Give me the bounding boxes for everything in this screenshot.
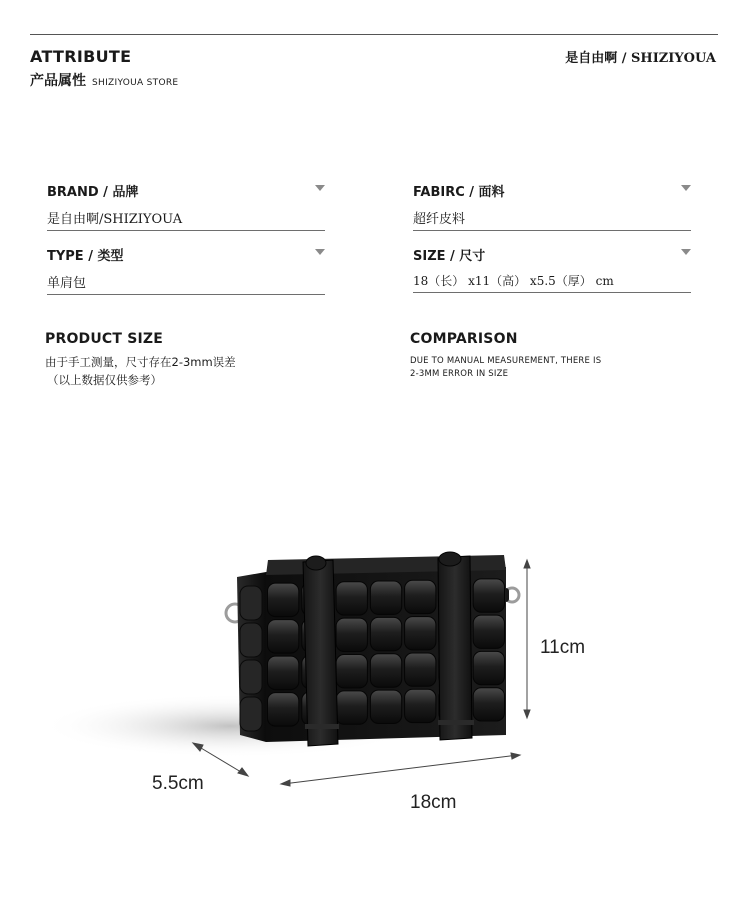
- quilt-tile: [405, 653, 436, 686]
- store-name: SHIZIYOUA STORE: [92, 78, 179, 88]
- attr-fabric-label: FABIRC / 面料: [413, 185, 505, 200]
- product-size-title: PRODUCT SIZE: [45, 331, 164, 347]
- product-size-block: [45, 331, 236, 389]
- quilt-tile: [336, 582, 367, 615]
- quilt-tile: [336, 691, 367, 724]
- strap-left: [303, 556, 339, 746]
- quilt-tile: [473, 615, 504, 648]
- attr-brand: [47, 181, 325, 231]
- quilt-tile: [473, 688, 504, 721]
- brand-name: 是自由啊 / SHIZIYOUA: [565, 51, 716, 66]
- section-title-attribute: ATTRIBUTE: [30, 47, 132, 66]
- attr-brand-value: 是自由啊/SHIZIYOUA: [47, 208, 325, 231]
- quilt-tile: [268, 583, 299, 617]
- quilt-tile: [370, 654, 401, 687]
- top-divider: [30, 34, 718, 35]
- product-size-note-2: （以上数据仅供参考）: [47, 373, 162, 387]
- comparison-note-1: DUE TO MANUAL MEASUREMENT, THERE IS: [410, 356, 602, 366]
- quilt-tile: [473, 651, 504, 684]
- quilt-tile: [268, 620, 299, 654]
- attr-fabric-value: 超纤皮料: [413, 208, 691, 231]
- quilt-tile: [473, 579, 504, 612]
- attr-fabric: [413, 181, 691, 231]
- dimension-height: 11cm: [540, 637, 586, 658]
- attr-size-value: 18（长） x11（高） x5.5（厚） cm: [413, 272, 691, 293]
- quilt-tile: [370, 581, 401, 614]
- dropdown-caret-icon: [315, 249, 325, 255]
- attr-type: [47, 245, 325, 295]
- quilt-tile: [268, 693, 299, 727]
- dimension-depth: 5.5cm: [152, 773, 204, 794]
- quilt-tile: [370, 690, 401, 723]
- comparison-title: COMPARISON: [410, 331, 518, 347]
- dimension-length: 18cm: [410, 792, 457, 813]
- attr-type-value: 单肩包: [47, 272, 325, 295]
- section-title-cn: 产品属性: [30, 73, 86, 89]
- comparison-note-2: 2-3MM ERROR IN SIZE: [410, 369, 509, 379]
- quilt-tile: [336, 618, 367, 651]
- dropdown-caret-icon: [681, 185, 691, 191]
- quilt-tile: [405, 580, 436, 613]
- quilt-tile: [268, 656, 299, 690]
- product-size-note-1: 由于手工测量，尺寸存在2-3mm误差: [45, 355, 236, 369]
- dropdown-caret-icon: [681, 249, 691, 255]
- attr-size-label: SIZE / 尺寸: [413, 249, 486, 264]
- strap-right: [438, 552, 474, 740]
- attr-type-label: TYPE / 类型: [47, 249, 124, 264]
- attr-size: [413, 245, 691, 293]
- comparison-block: [410, 331, 601, 381]
- quilt-tile: [405, 617, 436, 650]
- dropdown-caret-icon: [315, 185, 325, 191]
- product-illustration: [0, 530, 750, 830]
- quilt-tile: [405, 689, 436, 722]
- section-subtitle: [30, 70, 178, 90]
- quilt-tile: [370, 617, 401, 650]
- quilt-tile: [336, 655, 367, 688]
- attr-brand-label: BRAND / 品牌: [47, 185, 139, 200]
